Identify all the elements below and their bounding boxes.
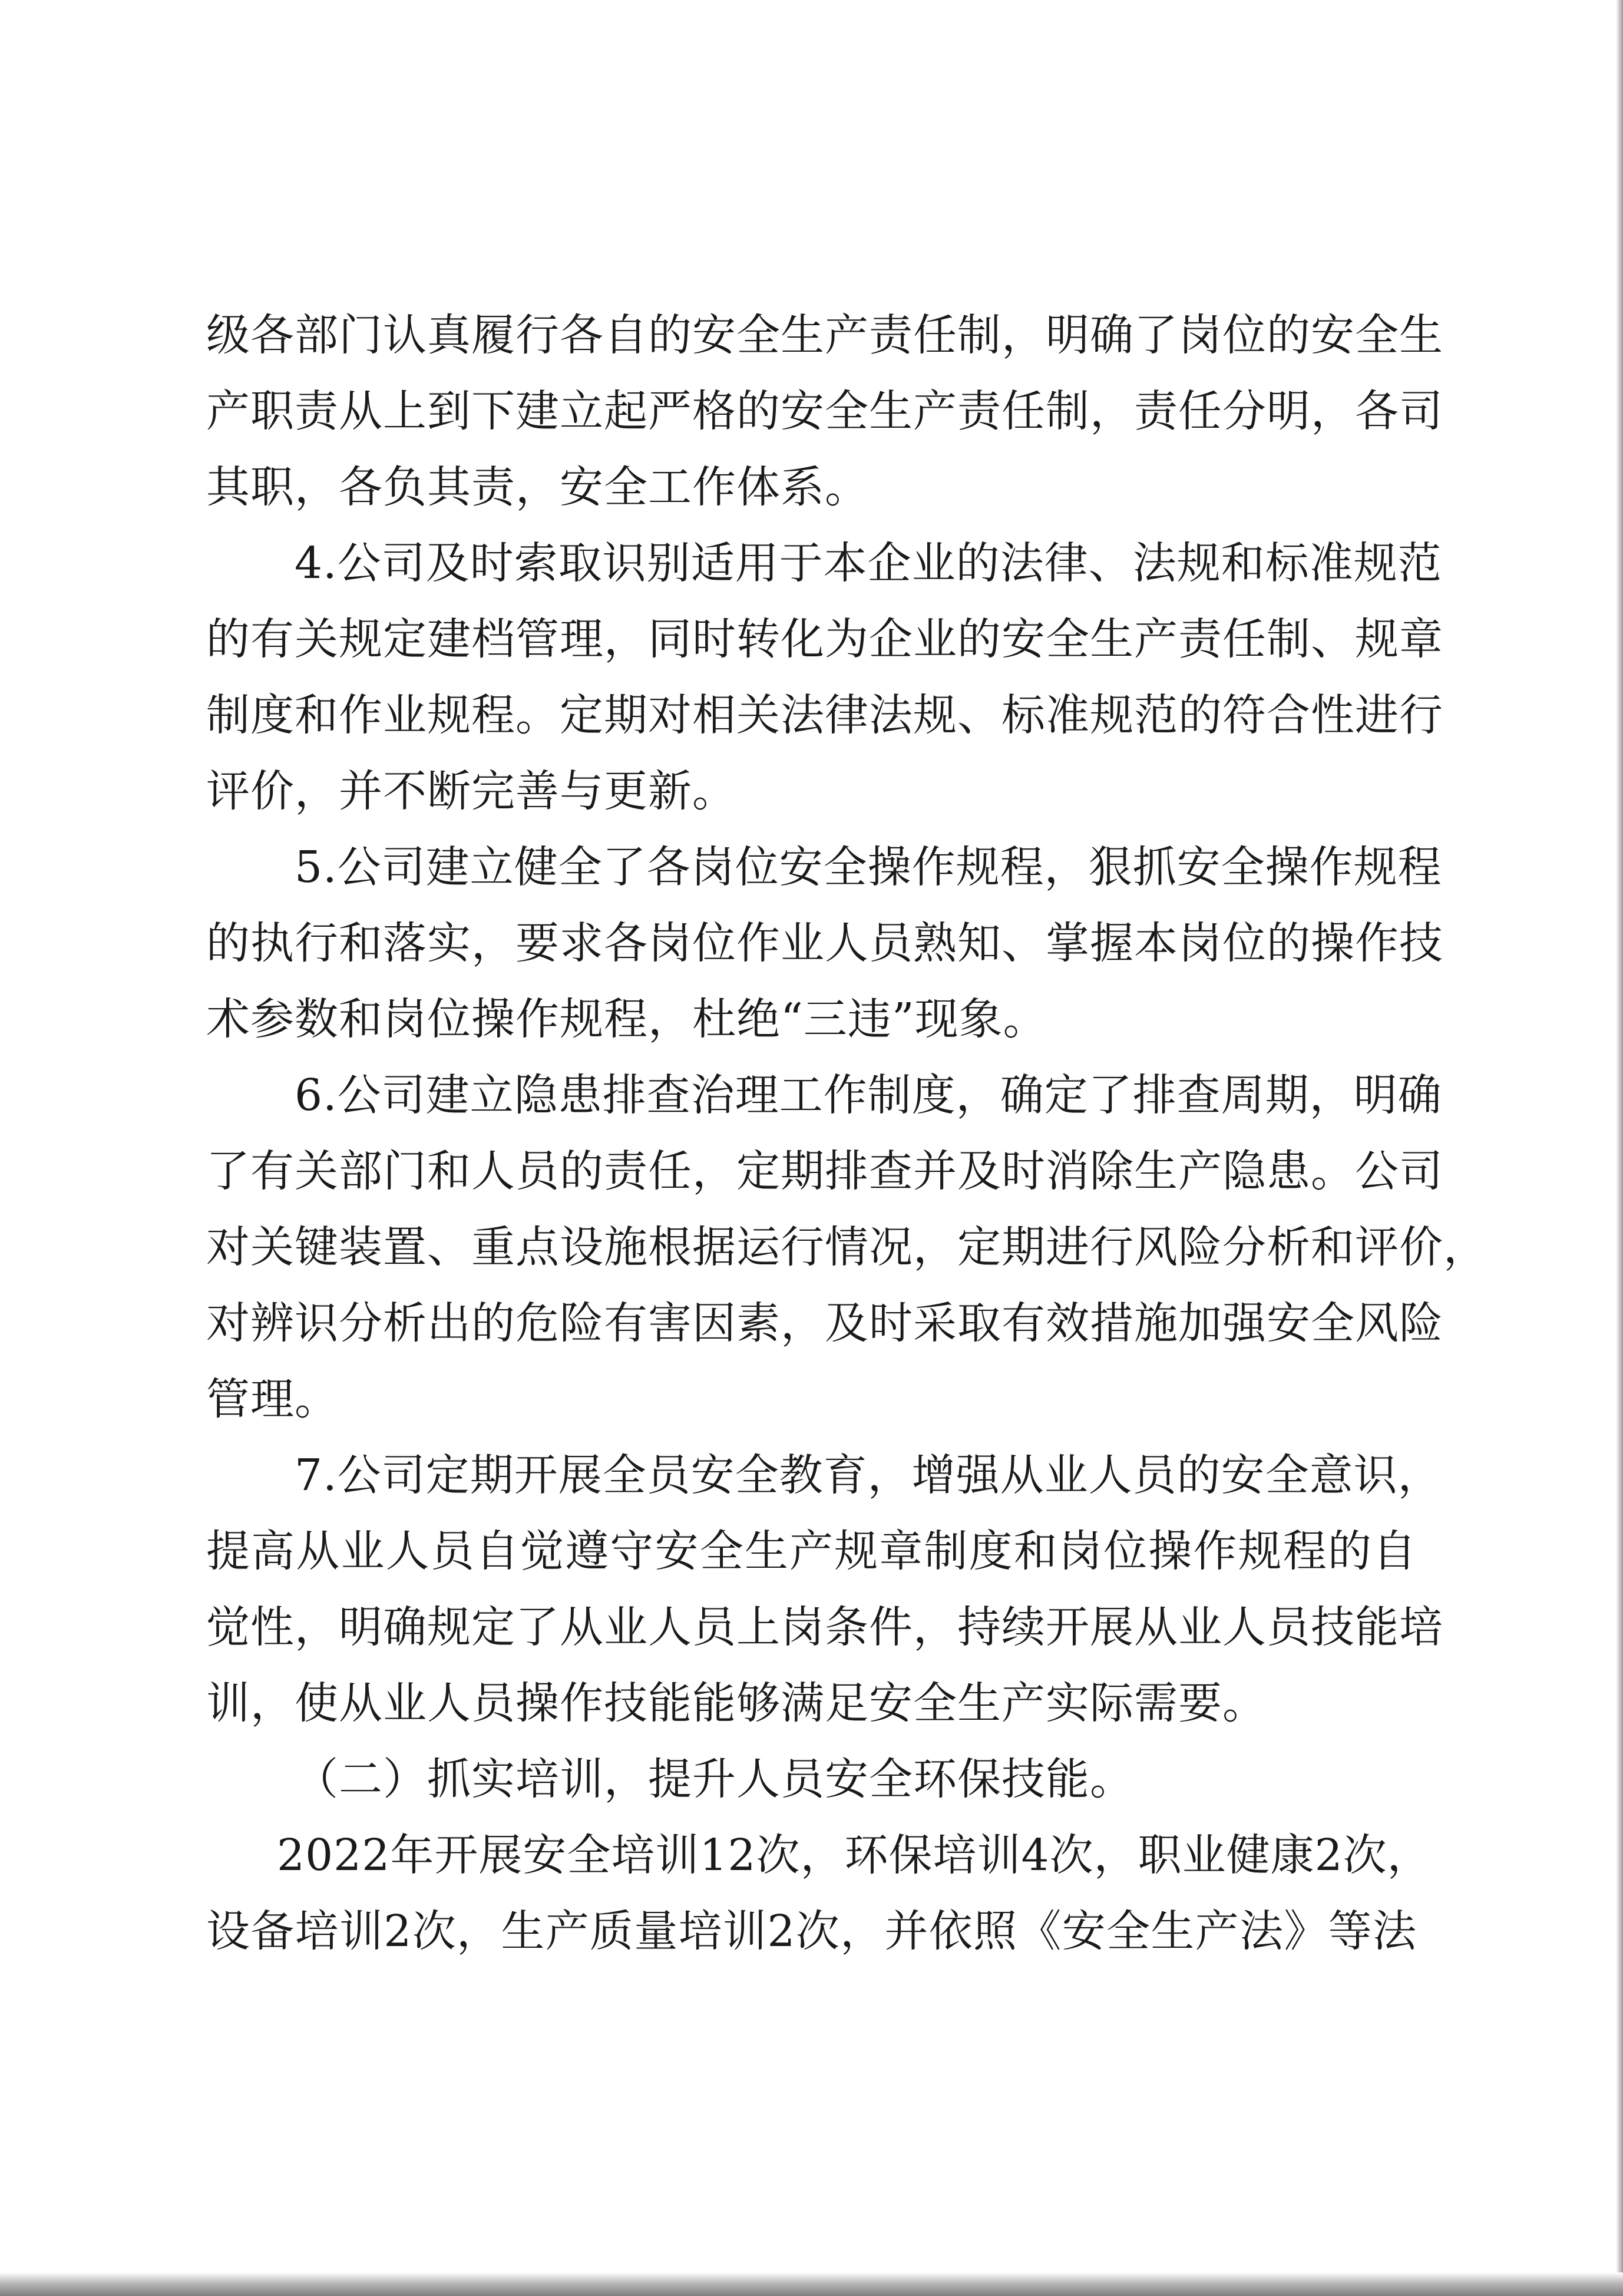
text-line: 对辨识分析出的危险有害因素，及时采取有效措施加强安全风险 <box>206 1298 1443 1349</box>
text-line: 了有关部门和人员的责任，定期排查并及时消除生产隐患。公司 <box>206 1146 1443 1197</box>
section-heading <box>206 1742 1417 1818</box>
scan-edge-shadow <box>1616 0 1623 2296</box>
text-line: 评价，并不断完善与更新。 <box>206 766 736 817</box>
text-line: 4.公司及时索取识别适用于本企业的法律、法规和标准规范 <box>295 538 1442 589</box>
text-line: 其职，各负其责，安全工作体系。 <box>206 462 869 513</box>
text-line: 训，使从业人员操作技能能够满足安全生产实际需要。 <box>206 1678 1267 1729</box>
paragraph <box>206 1438 1443 1742</box>
text-line: 5.公司建立健全了各岗位安全操作规程，狠抓安全操作规程 <box>295 842 1442 893</box>
text-line: 6.公司建立隐患排查治理工作制度，确定了排查周期，明确 <box>295 1070 1442 1121</box>
text-line: 提高从业人员自觉遵守安全生产规章制度和岗位操作规程的自 <box>206 1526 1417 1577</box>
body-text <box>206 298 1488 1970</box>
paragraph <box>206 1058 1488 1438</box>
paragraph <box>206 1818 1432 1970</box>
heading-line: （二）抓实培训，提升人员安全环保技能。 <box>295 1754 1134 1805</box>
text-line: 7.公司定期开展全员安全教育，增强从业人员的安全意识， <box>295 1450 1442 1501</box>
text-line: 的有关规定建档管理，同时转化为企业的安全生产责任制、规章 <box>206 614 1443 665</box>
text-line: 制度和作业规程。定期对相关法律法规、标准规范的符合性进行 <box>206 690 1443 741</box>
scan-edge-shadow <box>0 2272 1623 2296</box>
text-line: 管理。 <box>206 1374 339 1425</box>
paragraph <box>206 298 1443 526</box>
text-line: 的执行和落实，要求各岗位作业人员熟知、掌握本岗位的操作技 <box>206 918 1443 969</box>
text-line: 对关键装置、重点设施根据运行情况，定期进行风险分析和评价， <box>206 1222 1488 1273</box>
text-line: 2022年开展安全培训12次，环保培训4次，职业健康2次， <box>277 1830 1432 1881</box>
text-line: 术参数和岗位操作规程，杜绝“三违”现象。 <box>206 994 1047 1045</box>
text-line: 设备培训2次，生产质量培训2次，并依照《安全生产法》等法 <box>206 1906 1417 1957</box>
text-line: 级各部门认真履行各自的安全生产责任制，明确了岗位的安全生 <box>206 310 1443 361</box>
paragraph <box>206 526 1443 830</box>
paragraph <box>206 830 1443 1058</box>
text-line: 觉性，明确规定了从业人员上岗条件，持续开展从业人员技能培 <box>206 1602 1443 1653</box>
text-line: 产职责从上到下建立起严格的安全生产责任制，责任分明，各司 <box>206 386 1443 437</box>
